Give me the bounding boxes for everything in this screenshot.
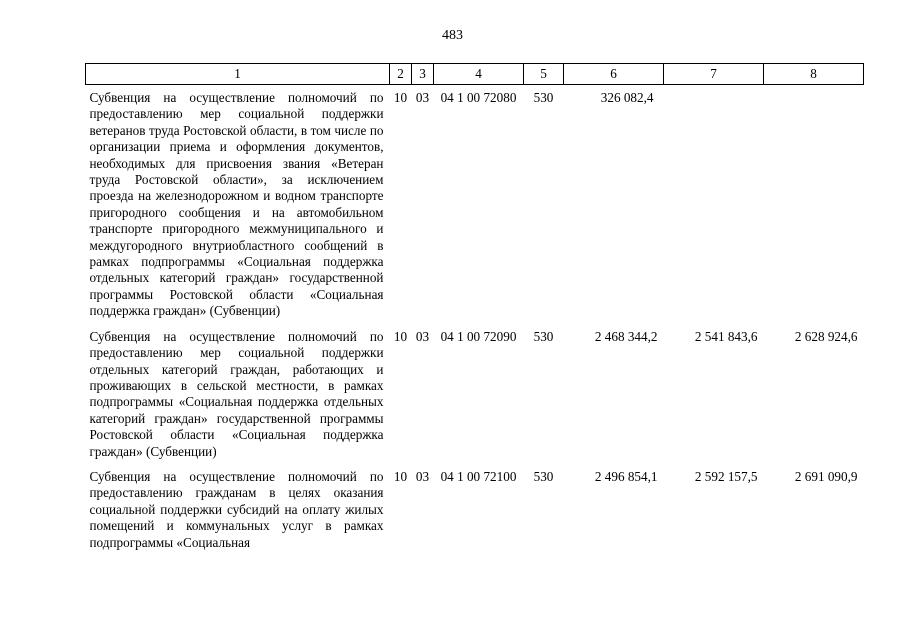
subsection-code: 03 (415, 468, 430, 484)
row-description: Субвенция на осуществление полномочий по предоставлению мер социальной поддержки ветеранов труда Ростовской области, в том числе по организации приема и оформления документов, необходимых для присвоения звания «Ветеран труда Ростовской области», за исключением проезда на железнодорожном и водном транспорте пригородного сообщения и на автомобильном транспорте пригородного межмуниципального и междугородного внутриобластного сообщений в рамках подпрограммы «Социальная поддержка отдельных категорий граждан» государственной программы Ростовской области «Социальная поддержка граждан» (Субвенции) (89, 90, 384, 319)
amount-col7: 2 592 157,5 (694, 468, 758, 484)
expense-type-code: 530 (533, 468, 554, 484)
column-header-2: 2 (390, 64, 412, 85)
amount-col6: 2 468 344,2 (594, 328, 658, 344)
budget-table (85, 63, 864, 555)
subsection-code: 03 (415, 90, 430, 105)
subsection-code: 03 (415, 328, 430, 344)
target-item-code: 04 1 00 72100 (440, 468, 517, 484)
section-code: 10 (393, 328, 408, 344)
expense-type-code: 530 (533, 328, 554, 344)
column-header-8: 8 (764, 64, 864, 85)
amount-col8 (764, 85, 864, 324)
table-header (86, 64, 864, 85)
table-row (86, 85, 864, 324)
amount-col7: 2 541 843,6 (694, 328, 758, 344)
amount-col8: 2 691 090,9 (794, 468, 858, 484)
table-row (86, 464, 864, 555)
column-header-1: 1 (86, 64, 390, 85)
amount-col8: 2 628 924,6 (794, 328, 858, 344)
amount-col6: 2 496 854,1 (594, 468, 658, 484)
amount-col6: 326 082,4 (600, 90, 654, 105)
column-header-7: 7 (664, 64, 764, 85)
column-header-3: 3 (412, 64, 434, 85)
target-item-code: 04 1 00 72080 (440, 90, 517, 105)
column-header-5: 5 (524, 64, 564, 85)
section-code: 10 (393, 468, 408, 484)
amount-col7 (664, 85, 764, 324)
column-header-6: 6 (564, 64, 664, 85)
expense-type-code: 530 (533, 90, 554, 105)
row-description: Субвенция на осуществление полномочий по предоставлению гражданам в целях оказания социальной поддержки субсидий на оплату жилых помещений и коммунальных услуг в рамках подпрограммы «Социальная (89, 468, 384, 550)
target-item-code: 04 1 00 72090 (440, 328, 517, 344)
page-number: 483 (442, 28, 463, 43)
table-row (86, 324, 864, 464)
row-description: Субвенция на осуществление полномочий по предоставлению мер социальной поддержки отдельных категорий граждан, работающих и проживающих в сельской местности, в рамках подпрограммы «Социальная поддержка отдельных категорий граждан» государственной программы Ростовской области «Социальная поддержка граждан» (Субвенции) (89, 328, 384, 459)
section-code: 10 (393, 90, 408, 105)
column-header-4: 4 (434, 64, 524, 85)
